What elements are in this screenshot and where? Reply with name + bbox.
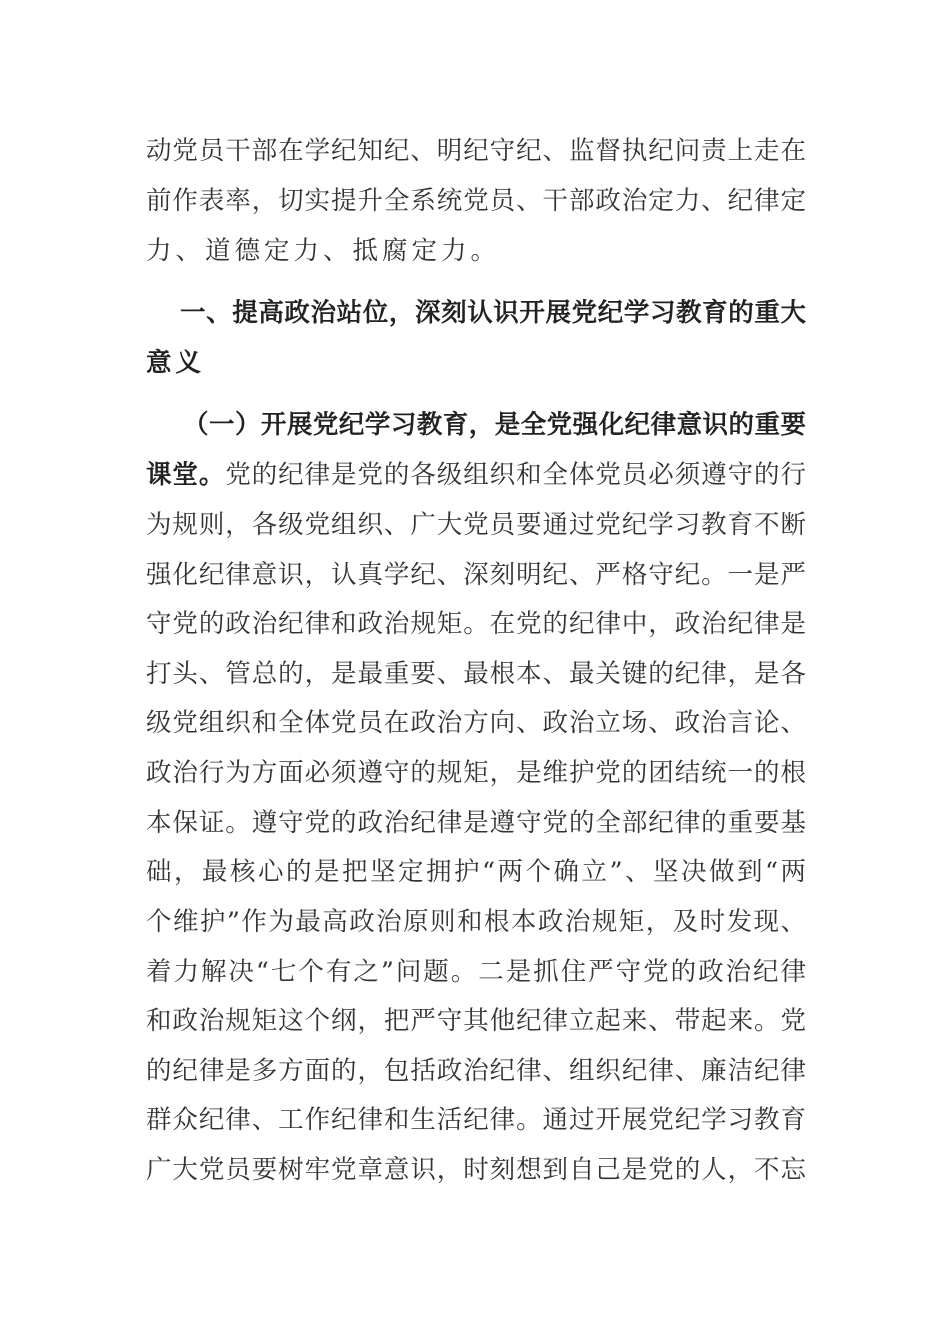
paragraph-line: 级党组织和全体党员在政治方向、政治立场、政治言论、	[146, 708, 806, 738]
paragraph-line: 打头、管总的，是最重要、最根本、最关键的纪律，是各	[146, 659, 806, 689]
paragraph-line: 着力解决“七个有之”问题。二是抓住严守党的政治纪律	[146, 957, 806, 987]
subsection-heading: （一）开展党纪学习教育，是全党强化纪律意识的重要	[183, 410, 806, 440]
paragraph-line: 本保证。遵守党的政治纪律是遵守党的全部纪律的重要基	[146, 808, 806, 838]
paragraph-line: 力、道德定力、抵腐定力。	[146, 236, 501, 266]
subsection-heading-end: 课堂。	[146, 460, 226, 490]
paragraph-line: 和政治规矩这个纲，把严守其他纪律立起来、带起来。党	[146, 1006, 806, 1036]
paragraph-line: 守党的政治纪律和政治规矩。在党的纪律中，政治纪律是	[146, 609, 806, 639]
paragraph-line: 强化纪律意识，认真学纪、深刻明纪、严格守纪。一是严	[146, 560, 806, 590]
paragraph-line: 为规则，各级党组织、广大党员要通过党纪学习教育不断	[146, 510, 806, 540]
section-heading-continued: 意义	[146, 348, 206, 378]
paragraph-line: 前作表率，切实提升全系统党员、干部政治定力、纪律定	[146, 186, 806, 216]
paragraph-line: 的纪律是多方面的，包括政治纪律、组织纪律、廉洁纪律	[146, 1056, 806, 1086]
paragraph-line: 群众纪律、工作纪律和生活纪律。通过开展党纪学习教育	[146, 1105, 806, 1135]
paragraph-line: 动党员干部在学纪知纪、明纪守纪、监督执纪问责上走在	[146, 136, 806, 166]
paragraph-line: 个维护”作为最高政治原则和根本政治规矩，及时发现、	[146, 907, 806, 937]
section-heading: 一、提高政治站位，深刻认识开展党纪学习教育的重大	[180, 298, 806, 328]
paragraph-line	[146, 455, 806, 495]
paragraph-line: 政治行为方面必须遵守的规矩，是维护党的团结统一的根	[146, 758, 806, 788]
paragraph-line: 广大党员要树牢党章意识，时刻想到自己是党的人，不忘	[146, 1155, 806, 1185]
paragraph-text: 党的纪律是党的各级组织和全体党员必须遵守的行	[225, 460, 806, 490]
paragraph-line: 础，最核心的是把坚定拥护“两个确立”、坚决做到“两	[146, 857, 806, 887]
